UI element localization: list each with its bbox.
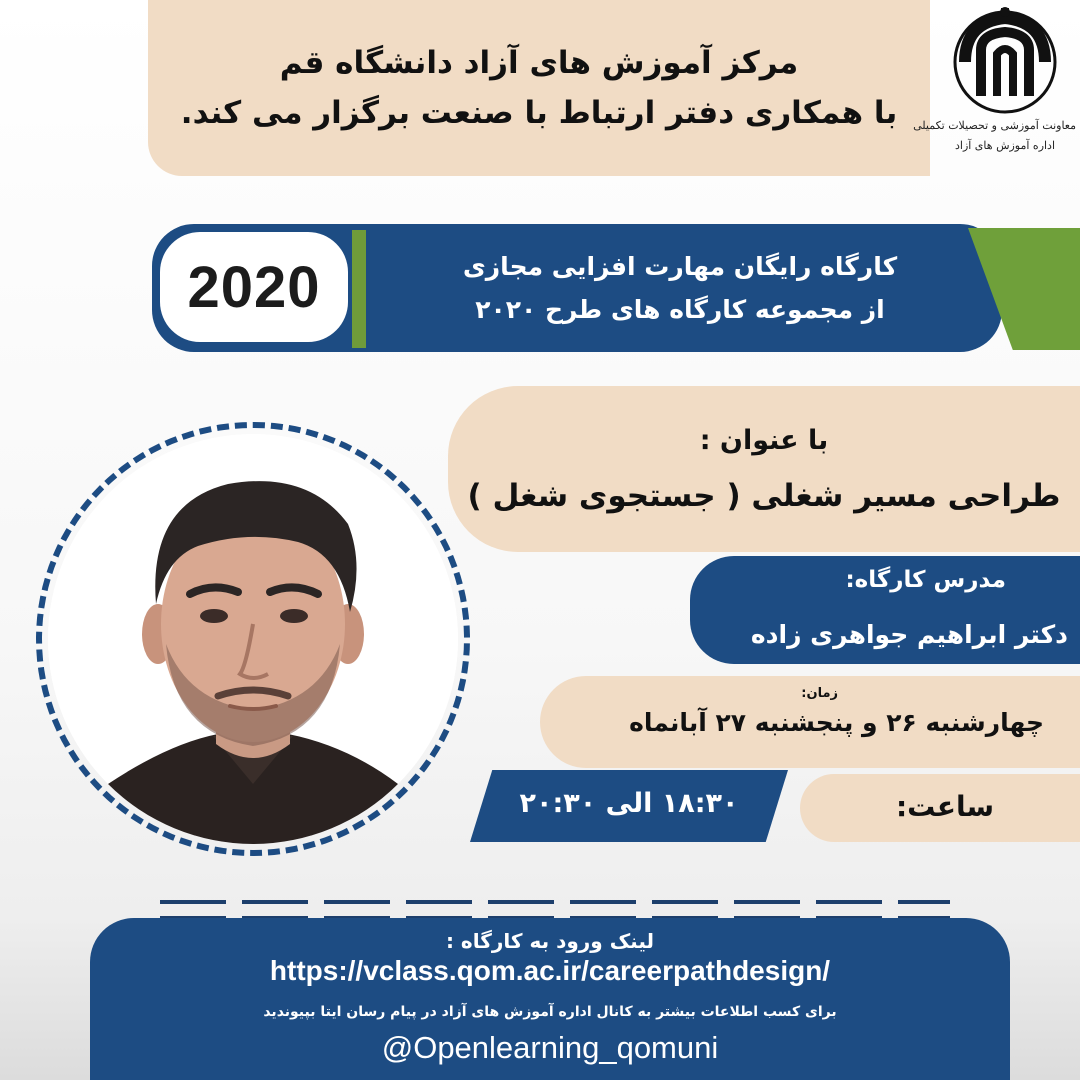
program-description <box>380 232 980 344</box>
hours-value: ۱۸:۳۰ الی ۲۰:۳۰ <box>519 788 739 819</box>
green-divider <box>352 230 366 348</box>
year-text: 2020 <box>187 254 321 320</box>
link-label: لینک ورود به کارگاه : <box>445 929 655 953</box>
university-emblem-icon <box>945 4 1065 116</box>
channel-note: برای کسب اطلاعات بیشتر به کانال اداره آموزش های آزاد در پیام رسان ایتا بپیوندید <box>263 1004 837 1020</box>
channel-handle[interactable]: @Openlearning_qomuni <box>381 1030 719 1065</box>
header-line-1: مرکز آموزش های آزاد دانشگاه قم <box>279 45 799 81</box>
workshop-title: طراحی مسیر شغلی ( جستجوی شغل ) <box>467 477 1061 514</box>
header-banner <box>148 0 930 176</box>
logo-caption-1: معاونت آموزشی و تحصیلات تکمیلی <box>913 119 1076 132</box>
date-label: زمان: <box>801 686 838 701</box>
instructor-label: مدرس کارگاه: <box>845 567 1006 593</box>
date-value: چهارشنبه ۲۶ و پنجشنبه ۲۷ آبانماه <box>629 708 1044 737</box>
program-line-2: از مجموعه کارگاه های طرح ۲۰۲۰ <box>475 295 885 324</box>
workshop-link[interactable]: https://vclass.qom.ac.ir/careerpathdesign/ <box>269 955 831 986</box>
year-badge <box>160 232 348 342</box>
logo-caption-2: اداره آموزش های آزاد <box>954 139 1056 152</box>
program-line-1: کارگاه رایگان مهارت افزایی مجازی <box>462 252 898 281</box>
workshop-title-box <box>448 386 1080 552</box>
dash-line <box>160 900 950 904</box>
instructor-name: دکتر ابراهیم جواهری زاده <box>750 620 1068 649</box>
instructor-photo <box>48 434 458 844</box>
university-logo <box>913 4 1076 180</box>
header-line-2: با همکاری دفتر ارتباط با صنعت برگزار می کند. <box>180 95 898 131</box>
hours-label: ساعت: <box>895 790 994 823</box>
workshop-title-label: با عنوان : <box>699 424 829 456</box>
person-portrait-icon <box>48 434 458 844</box>
